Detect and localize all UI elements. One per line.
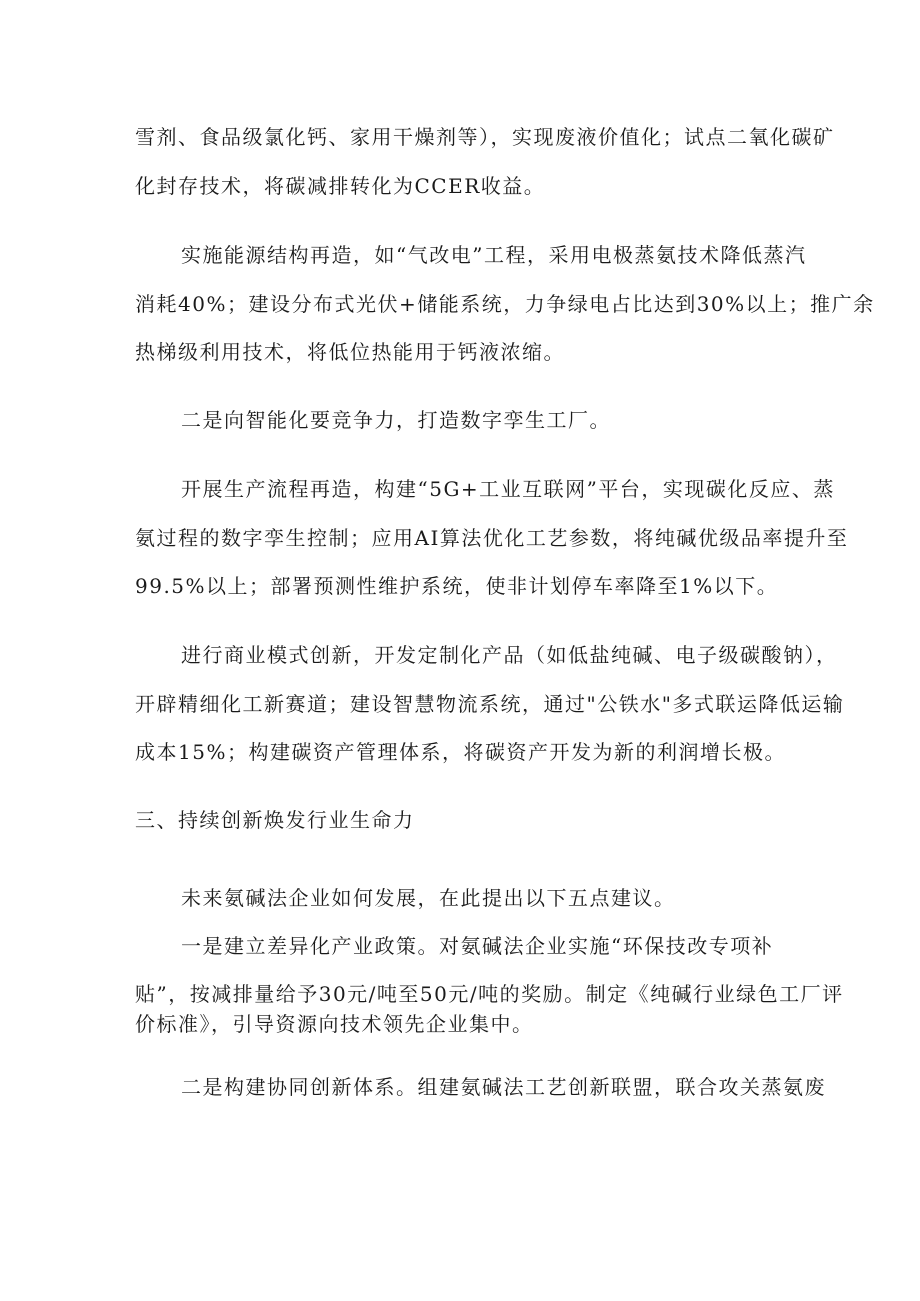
text-line: 99.5%以上；部署预测性维护系统，使非计划停车率降至1%以下。 [135, 574, 779, 598]
text-line: 成本15%；构建碳资产管理体系，将碳资产开发为新的利润增长极。 [135, 740, 786, 764]
text-line: 未来氨碱法企业如何发展，在此提出以下五点建议。 [181, 886, 676, 910]
text-line: 实施能源结构再造，如“气改电”工程，采用电极蒸氨技术降低蒸汽 [181, 243, 807, 267]
text-line: 一是建立差异化产业政策。对氨碱法企业实施“环保技改专项补 [181, 934, 774, 958]
text-line: 进行商业模式创新，开发定制化产品（如低盐纯碱、电子级碳酸钠）， [181, 643, 838, 667]
text-line: 氨过程的数字孪生控制；应用AI算法优化工艺参数，将纯碱优级品率提升至 [135, 526, 849, 550]
text-line: 开展生产流程再造，构建“5G+工业互联网”平台，实现碳化反应、蒸 [181, 477, 835, 501]
text-line: 价标准》，引导资源向技术领先企业集中。 [135, 1012, 534, 1036]
text-line: 开辟精细化工新赛道；建设智慧物流系统，通过"公铁水"多式联运降低运输 [135, 692, 845, 716]
text-line: 二是构建协同创新体系。组建氨碱法工艺创新联盟，联合攻关蒸氨废 [181, 1075, 826, 1099]
text-line: 雪剂、食品级氯化钙、家用干燥剂等），实现废液价值化；试点二氧化碳矿 [135, 125, 835, 149]
text-line: 热梯级利用技术，将低位热能用于钙液浓缩。 [135, 340, 565, 364]
text-line: 二是向智能化要竞争力，打造数字孪生工厂。 [181, 408, 611, 432]
text-line: 消耗40%；建设分布式光伏+储能系统，力争绿电占比达到30%以上；推广余 [135, 292, 875, 316]
text-line: 化封存技术，将碳减排转化为CCER收益。 [135, 174, 546, 198]
text-line: 贴”，按减排量给予30元/吨至50元/吨的奖励。制定《纯碱行业绿色工厂评 [135, 982, 844, 1006]
section-heading: 三、持续创新焕发行业生命力 [135, 808, 415, 832]
